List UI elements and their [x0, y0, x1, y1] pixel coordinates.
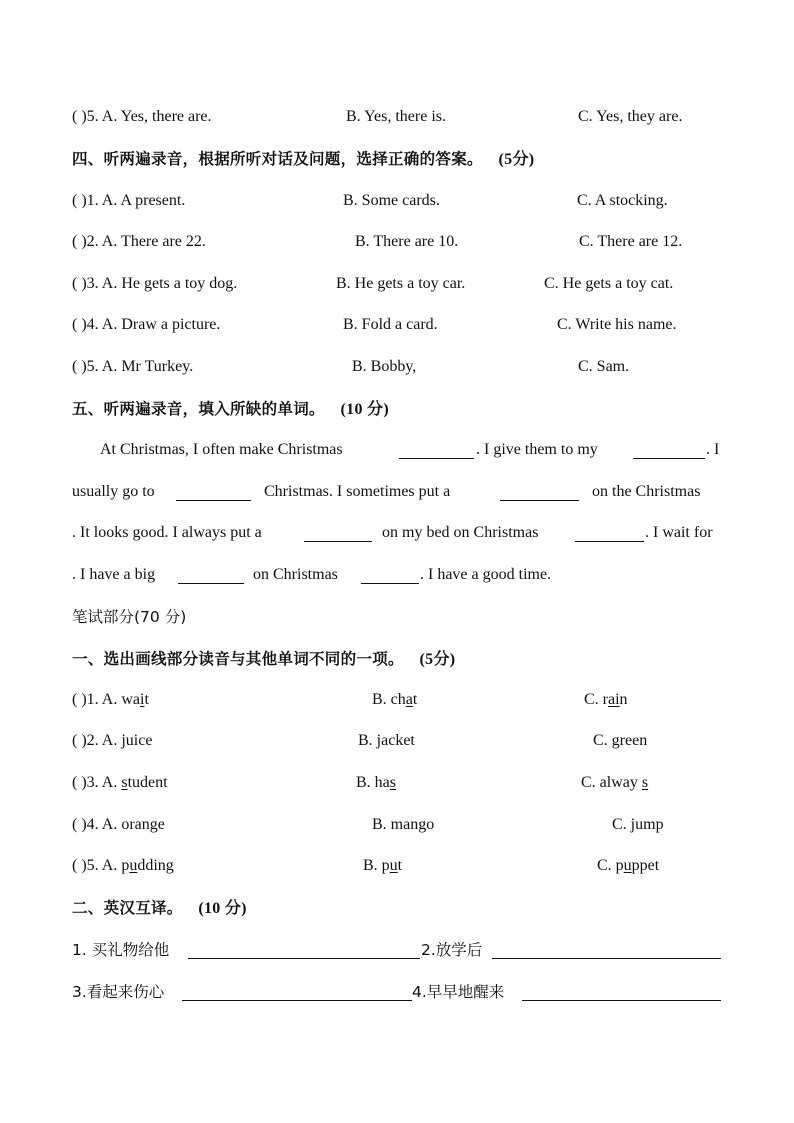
answer-line[interactable] — [522, 980, 721, 1001]
cloze-text: At Christmas, I often make Christmas — [100, 441, 343, 458]
cloze-text: usually go to — [72, 483, 155, 500]
option-b: B. has — [356, 774, 397, 791]
option-a: ( )3. A. student — [72, 774, 168, 791]
option-a: ( )5. A. pudding — [72, 857, 174, 874]
cloze-line — [72, 563, 722, 587]
section-score: (10 分) — [198, 900, 247, 917]
option-b: B. He gets a toy car. — [336, 275, 466, 292]
option-b: B. There are 10. — [355, 233, 459, 250]
option-b: B. mango — [372, 816, 435, 833]
question-row — [72, 688, 722, 712]
written-part-heading — [72, 605, 722, 629]
option-a: ( )4. A. orange — [72, 816, 165, 833]
section-title: 一、选出画线部分读音与其他单词不同的一项。 — [72, 650, 404, 668]
cloze-text: . It looks good. I always put a — [72, 524, 262, 541]
section-title: 四、听两遍录音，根据所听对话及问题，选择正确的答案。 — [72, 150, 483, 168]
blank-field[interactable] — [361, 563, 419, 584]
question-row — [72, 854, 722, 878]
cloze-text: Christmas. I sometimes put a — [264, 483, 451, 500]
option-a: ( )4. A. Draw a picture. — [72, 316, 221, 333]
option-a: ( )5. A. Yes, there are. — [72, 108, 212, 125]
option-c: C. green — [593, 732, 648, 749]
option-a: ( )5. A. Mr Turkey. — [72, 358, 194, 375]
translation-item: 4.早早地醒来 — [412, 983, 505, 1001]
question-row — [72, 355, 722, 379]
option-b: B. Fold a card. — [343, 316, 438, 333]
written-title: 笔试部分(70 分) — [72, 608, 187, 626]
option-a: ( )2. A. juice — [72, 732, 153, 749]
cloze-text: on the Christmas — [592, 483, 701, 500]
option-c: C. jump — [612, 816, 664, 833]
section-title: 二、英汉互译。 — [72, 899, 183, 917]
question-row — [72, 313, 722, 337]
part-1-heading — [72, 647, 722, 671]
question-row — [72, 272, 722, 296]
question-row — [72, 189, 722, 213]
translation-item: 2.放学后 — [421, 941, 483, 959]
blank-field[interactable] — [399, 438, 474, 459]
option-b: B. Yes, there is. — [346, 108, 447, 125]
option-c: C. puppet — [597, 857, 660, 874]
section-score: (10 分) — [340, 401, 389, 418]
question-row — [72, 729, 722, 753]
option-b: B. jacket — [358, 732, 415, 749]
translation-item: 1. 买礼物给他 — [72, 941, 170, 959]
translation-row — [72, 980, 722, 1004]
answer-line[interactable] — [492, 938, 721, 959]
section-title: 五、听两遍录音，填入所缺的单词。 — [72, 400, 325, 418]
cloze-text: . I have a big — [72, 566, 156, 583]
option-c: C. Sam. — [578, 358, 630, 375]
section-4-heading — [72, 147, 722, 171]
option-c: C. alway s — [581, 774, 649, 791]
section-score: (5分) — [498, 151, 535, 168]
option-a: ( )1. A. wait — [72, 691, 149, 708]
option-c: C. He gets a toy cat. — [544, 275, 674, 292]
option-c: C. rain — [584, 691, 628, 708]
cloze-text: . I give them to my — [476, 441, 598, 458]
cloze-text: . I have a good time. — [420, 566, 552, 583]
question-row — [72, 230, 722, 254]
blank-field[interactable] — [176, 480, 251, 501]
question-row — [72, 771, 722, 795]
blank-field[interactable] — [304, 521, 372, 542]
translation-row — [72, 938, 722, 962]
blank-field[interactable] — [633, 438, 705, 459]
translation-item: 3.看起来伤心 — [72, 983, 165, 1001]
question-row — [72, 813, 722, 837]
cloze-line — [72, 438, 722, 462]
option-b: B. chat — [372, 691, 418, 708]
option-b: B. put — [363, 857, 403, 874]
option-b: B. Some cards. — [343, 192, 440, 209]
option-b: B. Bobby, — [352, 358, 417, 375]
part-2-heading — [72, 896, 722, 920]
cloze-line — [72, 480, 722, 504]
option-a: ( )2. A. There are 22. — [72, 233, 206, 250]
cloze-text: on Christmas — [253, 566, 338, 583]
option-a: ( )3. A. He gets a toy dog. — [72, 275, 238, 292]
cloze-line — [72, 521, 722, 545]
cloze-text: on my bed on Christmas — [382, 524, 539, 541]
option-c: C. Yes, they are. — [578, 108, 683, 125]
answer-line[interactable] — [188, 938, 420, 959]
section-score: (5分) — [419, 651, 456, 668]
blank-field[interactable] — [178, 563, 244, 584]
option-a: ( )1. A. A present. — [72, 192, 186, 209]
question-row — [72, 105, 722, 129]
section-5-heading — [72, 397, 722, 421]
option-c: C. Write his name. — [557, 316, 677, 333]
blank-field[interactable] — [500, 480, 579, 501]
option-c: C. There are 12. — [579, 233, 683, 250]
cloze-text: . I — [706, 441, 720, 458]
option-c: C. A stocking. — [577, 192, 668, 209]
cloze-text: . I wait for — [645, 524, 713, 541]
blank-field[interactable] — [575, 521, 644, 542]
answer-line[interactable] — [182, 980, 412, 1001]
